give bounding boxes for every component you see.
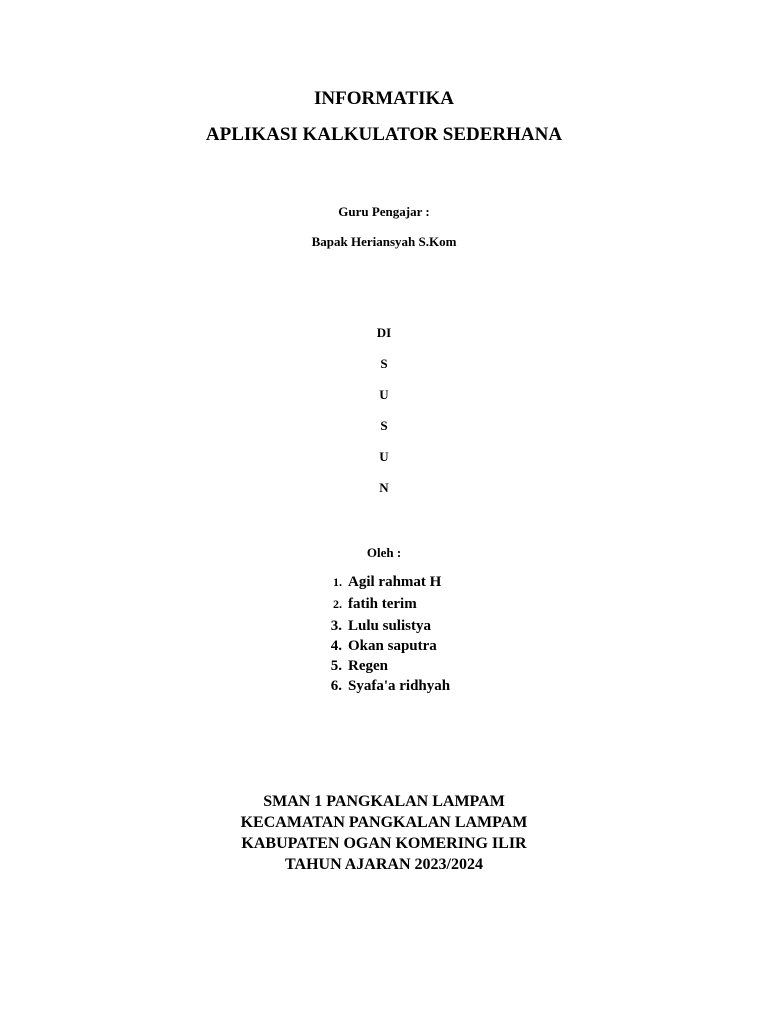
vertical-disusun-text xyxy=(0,324,768,510)
school-name: SMAN 1 PANGKALAN LAMPAM xyxy=(263,793,505,810)
member-number: 3. xyxy=(330,618,342,634)
vertical-letter: S xyxy=(380,418,388,433)
member-name: Okan saputra xyxy=(348,638,437,654)
school-info xyxy=(0,792,768,876)
vertical-letter: S xyxy=(380,356,388,371)
member-number: 5. xyxy=(330,658,342,674)
member-name: fatih terim xyxy=(348,596,417,612)
school-academic-year: TAHUN AJARAN 2023/2024 xyxy=(285,856,483,873)
teacher-name: Bapak Heriansyah S.Kom xyxy=(311,234,457,249)
school-district: KECAMATAN PANGKALAN LAMPAM xyxy=(240,814,528,831)
by-label: Oleh : xyxy=(366,545,402,560)
member-number: 4. xyxy=(330,638,342,654)
member-name: Regen xyxy=(348,658,388,674)
school-regency: KABUPATEN OGAN KOMERING ILIR xyxy=(241,835,527,852)
member-item xyxy=(320,574,450,596)
member-number: 2. xyxy=(333,597,342,611)
vertical-letter: N xyxy=(379,480,389,495)
vertical-letter: U xyxy=(379,449,389,464)
member-item xyxy=(320,638,450,658)
teacher-label: Guru Pengajar : xyxy=(338,204,430,219)
member-item xyxy=(320,678,450,698)
member-number: 6. xyxy=(330,678,342,694)
member-item xyxy=(320,658,450,678)
member-item xyxy=(320,618,450,638)
member-number: 1. xyxy=(333,575,342,589)
member-list xyxy=(320,574,450,698)
document-title: APLIKASI KALKULATOR SEDERHANA xyxy=(205,124,563,145)
member-name: Lulu sulistya xyxy=(348,618,431,634)
member-item xyxy=(320,596,450,618)
member-name: Agil rahmat H xyxy=(348,574,442,590)
vertical-letter: DI xyxy=(376,325,392,340)
vertical-letter: U xyxy=(379,387,389,402)
member-name: Syafa'a ridhyah xyxy=(348,678,451,694)
subject-heading: INFORMATIKA xyxy=(313,88,455,109)
